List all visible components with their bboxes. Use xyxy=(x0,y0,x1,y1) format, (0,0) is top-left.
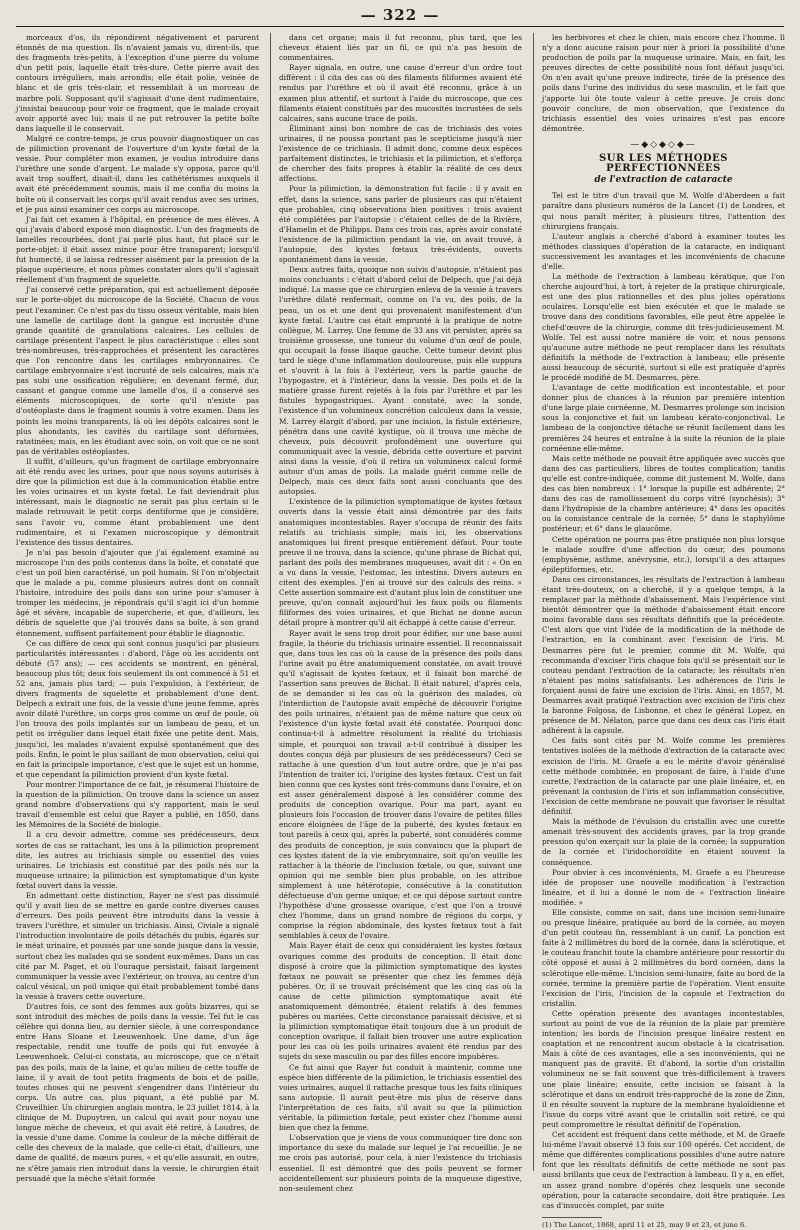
paragraph: En admettant cette distinction, Rayer ne s'est pas dissimulé qu'il y avait lieu de se mettre en garde contre diverses causes d'erreurs. Des poils peuvent être introduits dans la vessie à travers l'urèthre, et simuler un trichiasis. Ainsi, Civiale a signalé l'introduction involontaire de poils détachés du pubis, égarés sur le méat urinaire, et poussés par une sonde jusque dans la vessie, surtout chez les malades qui se sondent eux-mêmes. Dans un cas cité par M. Paget, et où l'ouraque persistait, faisait largement communiquer la vessie avec l'extérieur, on trouva, au centre d'un calcul vésical, un poil unique qui était probablement tombé dans la vessie à travers cette ouverture. xyxy=(16,890,259,1001)
paragraph: Mais cette méthode ne pouvait être appliquée avec succès que dans des cas particuliers, libres de toutes complication; tandis qu'elle est contre-indiquée, comme dit justement M. Wolfe, dans des cas bien nombreux : 1° lorsque la pupille est adhérente; 2° dans des cas de ramollissement du corps vitré (synchésis); 3° dans l'hydropisie de la chambre antérieure; 4° dans les opacités ou la consistance centrale de la cornée; 5° dans le staphylôme postérieur; et 6° dans le glaucôme. xyxy=(542,453,785,534)
paragraph: Rayer avait le sens trop droit pour édifier, sur une base aussi fragile, la théorie du trichiasis urinaire essentiel. Il reconnaissait que, dans tous les cas où la cause de la présence des poils dans l'urine avait pu être anatomiquement constatée, on avait trouvé qu'il s'agissait de kystes fœtaux, et il faisait bon marché de l'assertion sans preuves de Bichat. Il était naturel, d'après cela, de se demander si les cas où la guérison des malades, où l'interdiction de l'autopsie avait empêché de découvrir l'origine des poils urinaires, n'étaient pas de même nature que ceux où l'existence d'un kyste fœtal avait été constatée. Pourquoi donc continua-t-il à admettre résolument la réalité du trichiasis simple, et pourquoi son travail a-t-il contribué à dissiper les doutes conçus déjà par plusieurs de ses prédécesseurs? Ceci se rattache à une question d'un tout autre ordre, que je n'ai pas l'intention de traiter ici, l'origine des kystes fœtaux. C'est un fait bien connu que ces kystes sont très-communs dans l'ovaire, et on est assez généralement disposé à les considérer comme des produits de conception ovarique. Pour ma part, ayant eu plusieurs fois l'occasion de trouver dans l'ovaire de petites filles encore éloignées de l'âge de la puberté, des kystes fœtaux en tout pareils à ceux qui, après la puberté, sont considérés comme des produits de conception, je suis convaincu que la plupart de ces kystes datent de la vie embryonnaire, soit qu'on veuille les rattacher à la théorie de l'inclusion fœtale, ou que, suivant une opinion qui me semble bien plus probable, on les attribue simplement à une hétérotopie, consécutive à la constitution défectueuse d'un germe unique; et ce qui dépose surtout contre l'hypothèse d'une grossesse ovarique, c'est que l'on a trouvé chez l'homme, dans un grand nombre de régions du corps, y comprise la région abdominale, des kystes fœtaux tout à fait semblables à ceux de l'ovaire. xyxy=(279,628,522,941)
paragraph: L'observation que je viens de vous communiquer tire donc son importance du sexe du malade sur lequel je l'ai recueillie. Je ne me crois pas autorisé, pour cela, à nier l'existence du trichiasis essentiel. Il est démontré que des poils peuvent se former accidentellement sur plusieurs points de la muqueuse digestive, non-seulement chez xyxy=(279,1133,522,1193)
paragraph: J'ai fait cet examen à l'hôpital, en présence de mes élèves. A qui j'avais d'abord exposé mon diagnostic. L'un des fragments de lamelles recourbées, dont j'ai parlé plus haut, fut placé sur le porte-objet: il était assez mince pour être transparent; lorsqu'il fut humecté, il se laissa redresser aisément par la pression de la plaque supérieure, et nous pûmes constater alors qu'il s'agissait réellement d'un fragment de squelette. xyxy=(16,214,259,285)
paragraph: La méthode de l'extraction à lambeau kératique, que l'on cherche aujourd'hui, à tort, à rejeter de la pratique chirurgicale, est une des plus rationnelles et des plus jolies opérations oculaires. Lorsqu'elle est bien exécutée et que le malade se trouve dans des conditions favorables, elle peut être appelée le chef-d'œuvre de la chirurgie, comme dit très-judicieusement M. Wolfe. Tel est aussi notre manière de voir, et nous pensons qu'aucune autre méthode ne peut remplacer dans les résultats définitifs la méthode de l'extraction à lambeau; elle présente aussi beaucoup de sécurité, surtout si elle est pratiquée d'après le procédé modifié de M. Desmarres, père. xyxy=(542,272,785,382)
paragraph: Tel est le titre d'un travail que M. Wolfe d'Aberdeen a fait paraître dans plusieurs numéros de la Lancet (1) de Londres, et qui nous paraît mériter, à plusieurs titres, l'attention des chirurgiens français. xyxy=(542,191,785,231)
paragraph: Pour la pilimiction, la démonstration fut facile : il y avait en effet, dans la science, sans parler de plusieurs cas qui n'étaient que probables, cinq observations bien positives : trois avaient été complétées par l'autopsie : c'étaient celles de de la Rivière, d'Hamelin et de Philipps. Dans ces trois cas, après avoir constaté l'existence de la pilimiction pendant la vie, on avait trouvé, à l'autopsie, des kystes fœtaux très-évidents, ouverts spontanément dans la vessie. xyxy=(279,184,522,265)
paragraph: dans cet organe; mais il fut reconnu, plus tard, que les cheveux étaient liés par un fil, ce qui n'a pas besoin de commentaires. xyxy=(279,33,522,63)
paragraph: les herbivores et chez le chien, mais encore chez l'homme. Il n'y a donc aucune raison pour nier à priori la possibilité d'une production de poils par la muqueuse urinaire. Mais, en fait, les preuves directes de cette possibilité nous font défaut jusqu'ici. On n'en avait qu'une preuve indirecte, tirée de la présence des poils dans l'urine des individus du sexe masculin, et le fait que j'apporte lui ôte toute valeur à cette preuve. Je crois donc pouvoir conclure, de mon observation, que l'existence du trichiasis essentiel des voies urinaires n'est pas encore démontrée. xyxy=(542,33,785,133)
column-divider xyxy=(270,33,271,1171)
paragraph: Mais Rayer était de ceux qui considéraient les kystes fœtaux ovariques comme des produits de conception. Il était donc disposé à croire que la pilimiction symptomatique des kystes fœtaux ne pouvait se présenter que chez les femmes déjà pubères. Or, il se trouvait précisément que les cinq cas où la cause de cette pilimiction symptomatique avait été anatomiquement démontrée, étaient relatifs à des femmes pubères ou mariées. Cette circonstance paraissait décisive, et si la pilimiction symptomatique était toujours due à un produit de conception ovarique, il fallait bien trouver une autre explication pour les cas où les poils urinaires avaient été rendus par des sujets du sexe masculin ou par des filles encore impubères. xyxy=(279,941,522,1062)
paragraph: Ce fut ainsi que Rayer fut conduit à maintenir, comme une espèce bien différente de la pilimiction, le trichiasis essentiel des voies urinaires, auquel il rattache presque tous les faits cliniques sans autopsie. Il aurait peut-être mis plus de réserve dans l'interprétation de ces faits, s'il avait su que la pilimiction véritable, la pilimiction fœtale, peut exister chez l'homme aussi bien que chez la femme. xyxy=(279,1062,522,1133)
column-left xyxy=(16,33,259,1183)
column-right xyxy=(542,33,785,1229)
paragraph: Deux autres faits, quoique non suivis d'autopsie, n'étaient pas moins concluants : c'était d'abord celui de Delpech, que j'ai déjà indiqué. La masse que ce chirurgien enleva de la vessie à travers l'urèthre dilaté renfermait, comme on l'a vu, des poils, de la peau, un os et une dent qui provenaient manifestement d'un kyste fœtal. L'autre cas était emprunté à la pratique de notre collègue, M. Larrey. Une femme de 33 ans vit persister, après sa troisième grossesse, une tumeur du volume d'un œuf de poule, qui occupait la fosse iliaque gauche. Cette tumeur devint plus tard le siège d'une inflammation douloureuse, puis elle suppura et s'ouvrit à la fois à l'extérieur, vers la partie gauche de l'hypogastre, et à l'intérieur, dans la vessie. Des poils et de la matière grasse furent rejetés à la fois par l'urèthre et par les fistules hypogastriques. Ayant constaté, avec la sonde, l'existence d'un volumineux concrétion calculeux dans la vessie, M. Larrey élargit d'abord, par une incision, la fistule extérieure, pénétra dans une cavité kystique, où il trouva une mèche de cheveux, puis découvrit profondément une ouverture qui communiquait avec la vessie, débrida cette ouverture et parvint ainsi dans la vessie, d'où il retira un volumineux calcul formé autour d'un amas de poils. La malade guérit comme celle de Delpech, mais ces deux faits sont aussi concluants que des autopsies. xyxy=(279,265,522,497)
paragraph: Cet accident est fréquent dans cette méthode, et M. de Graefe lui-même l'avait observé 13 fois sur 100 opérés. Cet accident, de même que différentes complications possibles d'une autre nature font que les résultats définitifs de cette méthode ne sont pas aussi brillants que ceux de l'extraction à lambeau. Il y a, en effet, un assez grand nombre d'opérés chez lesquels une seconde opération, pour la cataracte secondaire, doit être pratiquée. Les cas d'insuccès complet, par suite xyxy=(542,1130,785,1210)
paragraph: J'ai conservé cette préparation, qui est actuellement déposée sur le porte-objet du microscope de la Société. Chacun de vous peut l'examiner. Ce n'est pas du tissu osseux véritable, mais bien une lamelle de cartilage dont la gangue est incrustée d'une grande quantité de granulations calcaires. Les cellules de cartilage présentent l'aspect le plus caractéristique : elles sont très-nombreuses, très-rapprochées et présentent les caractères que l'on rencontre dans les cartilages embryonnaires. Ce cartilage embryonnaire s'est incrusté de sels calcaires, mais n'a pas subi une ossification régulière; en devenant fermé, dur, cassant et gangue comme une lamelle d'os, il a conservé ses éléments microscopiques, de sorte qu'il n'existe pas d'ostéoplaste dans le fragment soumis à votre examen. Dans les points les moins transparents, là où les dépôts calcaires sont le plus abondants, les cavités du cartilage sont déformées, ratatinées; mais, en les étudiant avec soin, on voit que ce ne sont pas de véritables ostéoplastes. xyxy=(16,285,259,456)
header-rule xyxy=(16,26,784,27)
page-number: — 322 — xyxy=(360,6,440,24)
section-ornament: —◆◇◆◇◆— xyxy=(630,139,697,150)
column-middle xyxy=(279,33,522,1193)
paragraph: Il a cru devoir admettre, comme ses prédécesseurs, deux sortes de cas se rattachant, les uns à la pilimiction proprement dite, les autres au trichiasis simple ou essentiel des voies urinaires. Le trichiasis est constitué par des poils nés sur la muqueuse urinaire; la pilimiction est symptomatique d'un kyste fœtal ouvert dans la vessie. xyxy=(16,830,259,890)
paragraph: L'avantage de cette modification est incontestable, et pour donner plus de chances à la réunion par première intention d'une large plaie cornéenne, M. Desmarres prolonge son incision sous la conjonctive et fait un lambeau kérato-conjonctival. Le lambeau de la conjonctive détache se réunit facilement dans les premières 24 heures et entraîne à la suite la réunion de la plaie cornéenne elle-même. xyxy=(542,383,785,453)
paragraph: Éliminant ainsi bon nombre de cas de trichiasis des voies urinaires, il ne poussa pourtant pas le scepticisme jusqu'à nier l'existence de ce trichiasis. Il admit donc, comme deux espèces parfaitement distinctes, le trichiasis et la pilimiction, et s'efforça de chercher des faits propres à établir la réalité de ces deux affections. xyxy=(279,123,522,184)
paragraph: L'auteur anglais a cherché d'abord à examiner toutes les méthodes classiques d'opération de la cataracte, en indiquant successivement les avantages et les inconvénients de chacune d'elle. xyxy=(542,231,785,271)
paragraph: Je n'ai pas besoin d'ajouter que j'ai également examiné au microscope l'un des poils contenus dans la boîte, et constaté que c'est un poil bien caractérisé, un poil humain. Si l'on m'objectait que le malade a pu, comme plusieurs autres dont on connaît l'histoire, introduire des poils dans son urine pour s'amuser à tromper les médecins, je répondrais qu'il s'agit ici d'un homme âgé et sévère, incapable de supercherie, et que, d'ailleurs, les débris de squelette que j'ai trouvés dans sa boîte, à son grand étonnement, suffisent parfaitement pour établir le diagnostic. xyxy=(16,547,259,638)
paragraph: Pour obvier à ces inconvénients, M. Graefe a eu l'heureuse idée de proposer une nouvelle modification à l'extraction linéaire, et il lui a donné le nom de « l'extraction linéaire modifiée. » xyxy=(542,867,785,907)
section-subtitle: de l'extraction de cataracte xyxy=(594,175,733,186)
column-divider xyxy=(533,33,534,1171)
paragraph: Ces faits sont cités par M. Wolfe comme les premières tentatives isolées de la méthode d'extraction de la cataracte avec excision de l'iris. M. Graefe a eu le mérite d'avoir généralisé cette méthode combinée, en proposant de faire, à l'aide d'une curette, l'extraction de la cataracte par une plaie linéaire, et, en prévenant la contusion de l'iris et son inflammation consécutive, l'excision de cette membrane ne pouvait que favoriser le résultat définitif. xyxy=(542,736,785,817)
paragraph: L'existence de la pilimiction symptomatique de kystes fœtaux ouverts dans la vessie était ainsi démontrée par des faits anatomiques incontestables. Rayer s'occupa de réunir des faits relatifs au trichiasis simple; mais ici, les observations anatomiques lui firent presque entièrement défaut. Pour toute preuve il ne trouva, dans la science, qu'une phrase de Bichat qui, parlant des poils des membranes muqueuses, avait dit : « On en a vu dans la vessie, l'estomac, les intestins. Divers auteurs en citent des exemples. J'en ai trouvé sur des calculs des reins. » Cette assertion sommaire est d'autant plus loin de constituer une preuve, qu'on connaît aujourd'hui les faux poils ou filaments filiformes des voies urinaires, et que Bichat ne donne aucun détail propre à montrer qu'il ait échappé à cette cause d'erreur. xyxy=(279,497,522,628)
paragraph: Elle consiste, comme on sait, dans une incision semi-lunaire ou presque linéaire, pratiquée au bord de la cornée, au moyen d'un petit couteau fin, ressemblant à un canif. La ponction est faite à 2 millimètres du bord de la cornée, dans la sclérotique, et le couteau franchit toute la chambre antérieure pour ressortir du côté opposé et aussi à 2 millimètres du bord cornéen, dans la sclérotique elle-même. L'incision semi-lunaire, faite au bord de la cornée, termine la première partie de l'opération. Vient ensuite l'excision de l'iris, l'incision de la capsule et l'extraction du cristallin. xyxy=(542,907,785,1008)
paragraph: Cette opération présente des avantages incontestables, surtout au point de vue de la réunion de la plaie par première intention; les bords de l'incision presque linéaire restent en coaptation et ne rencontrent aucun obstacle à la cicatrisation. Mais à côté de ces avantages, elle a ses inconvénients, qui ne manquent pas de gravité. Et d'abord, la sortie d'un cristallin volumineux ne se fait souvent que très-difficilement à travers une plaie linéaire; ensuite, cette incision se faisant à la sclérotique et dans un endroit très-rapproché de la zone de Zinn, il en résulte souvent la rupture de la membrane hyaloïdienne et l'issue du corps vitré avant que le cristallin soit retiré, ce qui peut compromettre le résultat définitif de l'opération. xyxy=(542,1008,785,1129)
paragraph: Mais la méthode de l'évulsion du cristallin avec une curette amenait très-souvent des accidents graves, par la trop grande pression qu'on exerçait sur la plaie de la cornée; la suppuration de la cornée et l'iridochoroïdite en étaient souvent la conséquence. xyxy=(542,817,785,867)
paragraph: Cette opération ne pourra pas être pratiquée non plus lorsque le malade souffre d'une affection du cœur, des poumons (emphysème, asthme, anévrysme, etc.), lorsqu'il a des attaques épileptiformes, etc. xyxy=(542,534,785,574)
footnote: (1) The Lancet, 1868, april 11 et 25, may 9 et 23, et june 6. xyxy=(542,1220,747,1229)
footnote-rule xyxy=(542,1217,602,1218)
paragraph: Il suffit, d'ailleurs, qu'un fragment de cartilage embryonnaire ait été rendu avec les urines, pour que nous soyons autorisés à dire que la pilimiction est due à la communication établie entre les voies urinaires et un kyste fœtal. Le fait deviendrait plus intéressant, mais le diagnostic ne serait pas plus certain si le malade retrouvait le petit corps dentiforme que je considère, sans l'avoir vu, comme étant probablement une dent rudimentaire, et si l'examen microscopique y démontrait l'existence des tissus dentaires. xyxy=(16,456,259,547)
paragraph: Dans ces circonstances, les résultats de l'extraction à lambeau étant très-douteux, on a cherché, il y a quelque temps, à la remplacer par la méthode d'abaissement. Mais l'expérience vint bientôt démontrer que la méthode d'abaissement était encore moins favorable dans ses résultats définitifs que la précédente. C'est alors que vint l'idée de la modification de la méthode de l'extraction, en la combinant avec l'excision de l'iris. M. Desmarres père fut le premier, comme dit M. Wolfe, qui recommanda d'exciser l'iris chaque fois qu'il se présentait sur le couteau pendant l'extraction de la cataracte; les résultats n'en n'étaient pas moins satisfaisants. Les adhérences de l'iris le forçaient aussi de faire une excision de l'iris. Ainsi, en 1857, M. Desmarres avait pratiqué l'extraction avec excision de l'iris chez la baronne Folgosa, de Lisbonne, et chez le général Lopez, en présence de M. Nélaton, parce que dans ces deux cas l'iris était adhérent à la capsule. xyxy=(542,574,785,736)
paragraph: D'autres fois, ce sont des femmes aux goûts bizarres, qui se sont introduit des mèches de poils dans la vessie. Tel fut le cas célèbre qui donna lieu, au dernier siècle, à une correspondance entre Hans Sloane et Leeuwenhoek. Une dame, d'un âge respectable, rendit une touffe de poils qui fut envoyée à Leeuwenhoek. Celui-ci constata, au microscope, que ce n'était pas des poils, mais de la laine, et qu'au milieu de cette touffe de laine, il y avait de tout petits fragments de bois et de paille, toutes choses qui ne peuvent s'engendrer dans l'intérieur du corps. Un autre cas, plus piquant, a été publié par M. Cruveilhier. Un chirurgien anglais montra, le 23 juillet 1814, à la clinique de M. Dupuytren, un calcul qui avait pour noyau une longue mèche de cheveux, et qui avait été retiré, à Loudres, de la vessie d'une dame. Comme la couleur de la mèche différait de celle des cheveux de la malade, que celle-ci était, d'ailleurs, une dame de qualité, de mœurs pures, « et qu'elle assurait, en outre, ne s'être jamais rien introduit dans la vessie, le chirurgien était persuadé que la mèche s'était formée xyxy=(16,1002,259,1183)
paragraph: Malgré ce contre-temps, je crus pouvoir diagnostiquer un cas de pilimiction provenant de l'ouverture d'un kyste fœtal de la vessie. Pour compléter mon examen, je voulus introduire dans l'urèthre une sonde d'argent. Le malade s'y opposa, parce qu'il avait trop souffert, disait-il, dans les cathétérismes auxquels il avait été précédemment soumis, mais il me confia du moins la boîte où il conservait les corps qu'il avait rendus avec ses urines, et je pus ainsi examiner ces corps au microscope. xyxy=(16,133,259,214)
paragraph: morceaux d'os, ils répondirent négativement et parurent étonnés de ma question. Ils n'avaient jamais vu, dirent-ils, que des fragments très-petits, à l'exception d'une pierre du volume d'un petit pois, laquelle était très-dure. Cette pierre avait des contours irréguliers, mais arrondis; elle était polie, veinée de blanc et de gris très-clair, et ressemblait à un morceau de marbre poli. Supposant qu'il s'agissait d'une dent rudimentaire, j'insistai beaucoup pour voir ce fragment, que le malade croyait avoir apporté avec lui; mais il ne put retrouver la petite boîte dans laquelle il le conservait. xyxy=(16,33,259,133)
paragraph: Ce cas diffère de ceux qui sont connus jusqu'ici par plusieurs particularités intéressantes : d'abord, l'âge où les accidents ont débuté (57 ans); — ces accidents se montrent, en général, beaucoup plus tôt; deux fois seulement ils ont commencé à 51 et 52 ans, jamais plus tard; — puis l'expulsion, à l'extérieur, de divers fragments de squelette et probablement d'une dent. Delpech a extrait une fois, de la vessie d'une jeune femme, après avoir dilaté l'urèthre, un corps gros comme un œuf de poule, où l'on trouva des poils implantés sur un lambeau de peau, et un petit os irrégulier dans lequel était fixée une petite dent. Mais, jusqu'ici, les malades n'avaient expulsé spontanément que des poils. Enfin, le point le plus saillant de mon observation, celui qui en fait la principale importance, c'est que le sujet est un homme, et que cependant la pilimiction provient d'un kyste fœtal. xyxy=(16,638,259,779)
paragraph: Pour montrer l'importance de ce fait, je résumerai l'histoire de la question de la pilimiction. On trouve dans la science un assez grand nombre d'observations qui s'y rapportent, mais le seul travail d'ensemble est celui que Rayer a publié, en 1850, dans les Mémoires de la Société de biologie. xyxy=(16,779,259,830)
section-title: SUR LES MÉTHODES PERFECTIONNÉES xyxy=(599,153,728,175)
paragraph: Rayer signala, en outre, une cause d'erreur d'un ordre tout différent : il cita des cas où des filaments filiformes avaient été rendus par l'urèthre et où il avait été reconnu, grâce à un examen plus attentif, et surtout à l'aide du microscope, que ces filaments étaient constitués par des mucosités incrustées de sels calcaires, sans aucune trace de poils. xyxy=(279,63,522,123)
